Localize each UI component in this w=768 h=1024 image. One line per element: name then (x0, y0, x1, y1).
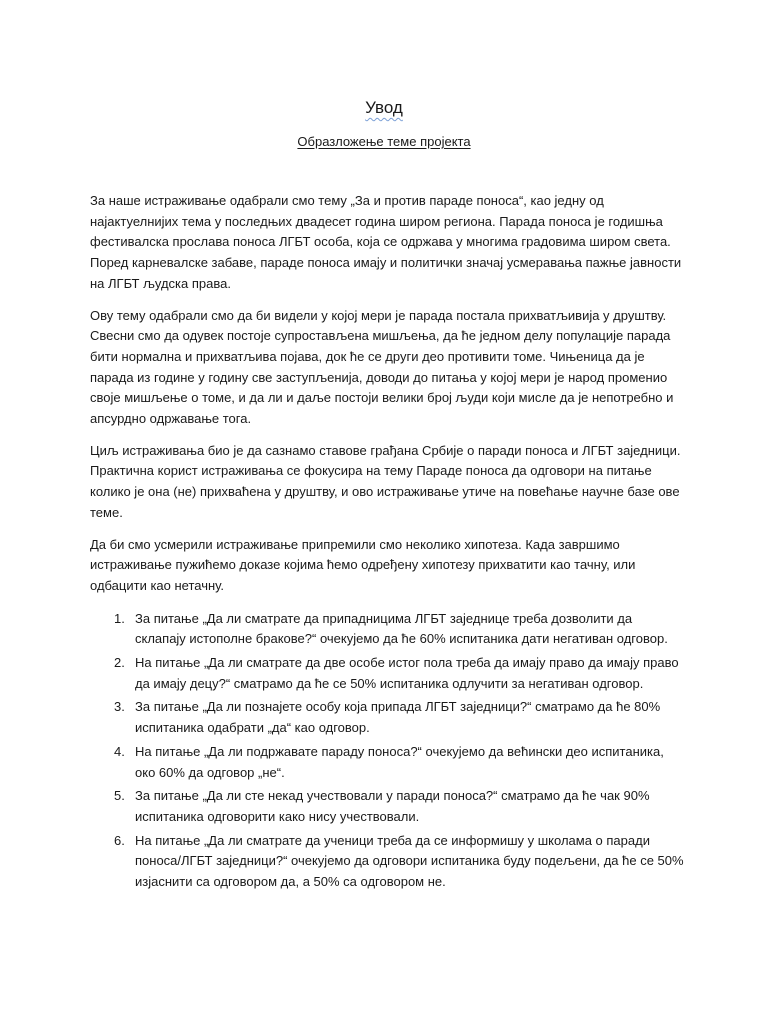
paragraph-hypotheses-intro: Да би смо усмерили истраживање припремили смо неколико хипотеза. Када завршимо истраживање пужићемо доказе којима ћемо одређену хипотезу прихватити као тачну, или одбацити као нетачну. (90, 536, 636, 593)
paragraph-intro: За наше истраживање одабрали смо тему „За и против параде поноса“, као једну од најактуелнијих тема у последњих двадесет година широм региона. Парада поноса је годишња фестивалска прослава поноса ЛГБТ особа, која се одржава у многима градовима широм света. Поред карневалске забаве, параде поноса имају и политички значај усмеравања пажње јавности на ЛГБТ људска права. (90, 193, 682, 291)
list-item-text: На питање „Да ли сматрате да две особе истог пола треба да имају право да имају право да имају децу?“ сматрамо да ће се 50% испитаника одлучити за негативан одговор. (135, 655, 679, 691)
list-item-number: 3. (114, 699, 125, 715)
list-item-text: За питање „Да ли познајете особу која припада ЛГБТ заједници?“ сматрамо да ће 80% испитаника одабрати „да“ као одговор. (135, 699, 661, 736)
list-item (90, 786, 686, 827)
list-item-number: 4. (114, 743, 125, 759)
list-item-text: За питање „Да ли сте некад учествовали у паради поноса?“ сматрамо да ће чак 90% испитаника одговорити како нису учествовали. (135, 788, 650, 824)
list-item-text: На питање „Да ли подржавате параду поноса?“ очекујемо да већински део испитаника, око 60% да одговор „не“. (135, 743, 664, 780)
list-item (90, 742, 686, 783)
list-item-number: 1. (114, 610, 125, 626)
list-item (90, 653, 686, 694)
list-item-text: За питање „Да ли сматрате да припадницима ЛГБТ заједнице треба дозволити да склапају истополне бракове?“ очекујемо да ће 60% испитаника дати негативан одговор. (135, 610, 668, 647)
document-body (90, 191, 686, 896)
list-item (90, 697, 686, 738)
list-item-number: 5. (114, 788, 125, 804)
list-item-text: На питање „Да ли сматрате да ученици треба да се информишу у школама о паради поноса/ЛГБТ заједници?“ очекујемо да одговори испитаника буду подељени, да ће се 50% изјаснити са одговором да, а 50% са одговором не. (135, 832, 684, 890)
list-item (90, 831, 686, 893)
document-title-text: Увод (365, 98, 403, 117)
document-subtitle: Образложење теме пројекта (297, 134, 471, 149)
list-item (90, 609, 686, 650)
list-item-number: 2. (114, 655, 125, 671)
list-item-number: 6. (114, 832, 125, 848)
paragraph-topic-choice: Ову тему одабрали смо да би видели у којој мери је парада постала прихватљивија у друштву. Свесни смо да одувек постоје супростављена мишљења, да ће једном делу популације парада бити нормална и прихватљива појава, док ће се други део противити томе. Чињеница да је парада из године у годину све заступљенија, доводи до питања у којој мери је народ променио своје мишљење о томе, и да ли и даље постоји велики број људи који мисле да је непотребно и апсурдно одржавање тога. (90, 307, 674, 427)
document-title (0, 96, 768, 120)
paragraph-research-goal: Циљ истраживања био је да сазнамо ставове грађана Србије о паради поноса и ЛГБТ заједници. Практична корист истраживања се фокусира на тему Параде поноса да одговори на питање колико је она (не) прихваћена у друштву, и ово истраживање утиче на повећање научне базе ове теме. (90, 442, 681, 520)
hypotheses-list (90, 609, 686, 893)
